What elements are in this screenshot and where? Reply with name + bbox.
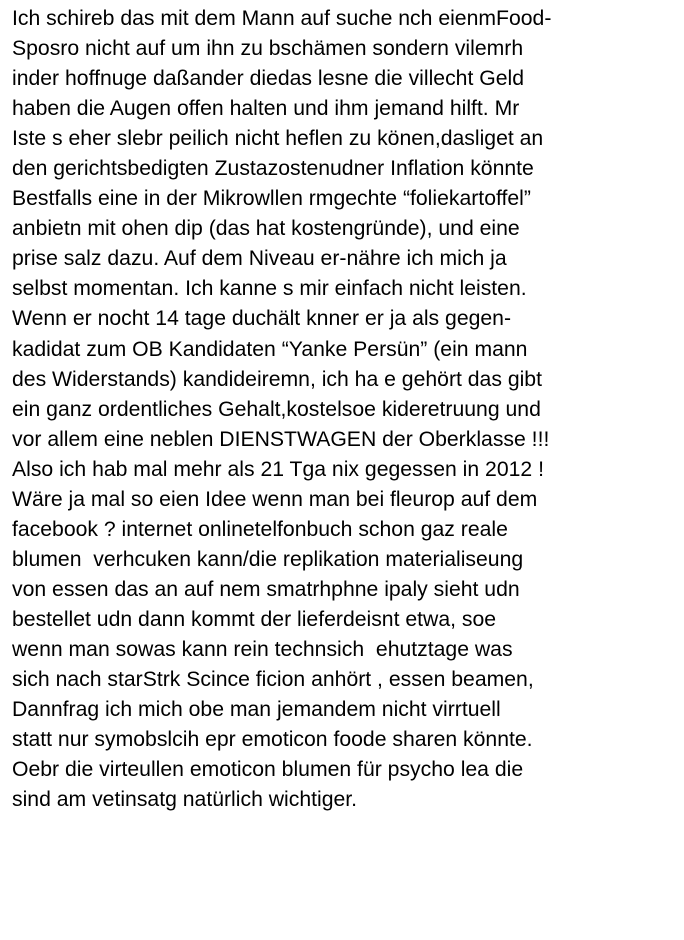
text-line: sind am vetinsatg natürlich wichtiger. <box>12 788 358 812</box>
text-line: inder hoffnuge daßander diedas lesne die villecht Geld <box>12 67 524 91</box>
text-line: selbst momentan. Ich kanne s mir einfach nicht leisten. <box>12 277 527 301</box>
body-text <box>12 4 682 815</box>
text-line: sich nach starStrk Scince ficion anhört , essen beamen, <box>12 668 534 692</box>
text-line: ein ganz ordentliches Gehalt,kostelsoe kideretruung und <box>12 397 541 421</box>
text-line: haben die Augen offen halten und ihm jemand hilft. Mr <box>12 97 520 121</box>
text-line: Also ich hab mal mehr als 21 Tga nix gegessen in 2012 ! <box>12 457 544 481</box>
text-line: facebook ? internet onlinetelfonbuch schon gaz reale <box>12 517 508 541</box>
text-line: des Widerstands) kandideiremn, ich ha e gehört das gibt <box>12 367 542 391</box>
text-line: Oebr die virteullen emoticon blumen für psycho lea die <box>12 758 524 782</box>
text-line: anbietn mit ohen dip (das hat kostengründe), und eine <box>12 217 520 241</box>
text-line: Sposro nicht auf um ihn zu bschämen sondern vilemrh <box>12 37 524 61</box>
text-line: den gerichtsbedigten Zustazostenudner Inflation könnte <box>12 157 534 181</box>
text-line: bestellet udn dann kommt der lieferdeisnt etwa, soe <box>12 607 497 631</box>
text-line: prise salz dazu. Auf dem Niveau er-nähre ich mich ja <box>12 247 507 271</box>
text-line: Wäre ja mal so eien Idee wenn man bei fleurop auf dem <box>12 487 538 511</box>
text-line: kadidat zum OB Kandidaten “Yanke Persün” (ein mann <box>12 337 528 361</box>
text-line: von essen das an auf nem smatrhphne ipaly sieht udn <box>12 577 520 601</box>
text-line: statt nur symobslcih epr emoticon foode sharen könnte. <box>12 728 533 752</box>
text-line: Bestfalls eine in der Mikrowllen rmgechte “foliekartoffel” <box>12 187 531 211</box>
text-line: Ich schireb das mit dem Mann auf suche nch eienmFood- <box>12 7 552 30</box>
text-line: blumen verhcuken kann/die replikation materialiseung <box>12 547 524 571</box>
text-line: vor allem eine neblen DIENSTWAGEN der Oberklasse !!! <box>12 427 550 451</box>
text-line: Iste s eher slebr peilich nicht heflen zu könen,dasliget an <box>12 127 544 151</box>
text-line: Wenn er nocht 14 tage duchält knner er ja als gegen- <box>12 307 512 331</box>
text-line: wenn man sowas kann rein technsich ehutztage was <box>12 637 513 661</box>
text-line: Dannfrag ich mich obe man jemandem nicht virrtuell <box>12 698 501 722</box>
